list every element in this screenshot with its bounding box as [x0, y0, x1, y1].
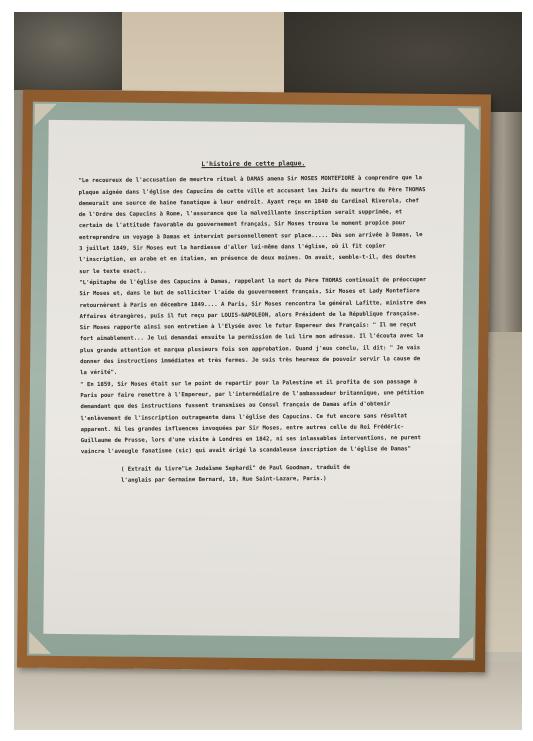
background-ground [14, 662, 522, 730]
document-text [78, 157, 431, 487]
frame-mat [27, 102, 481, 661]
photograph [14, 12, 522, 730]
photo-corner-bottom-right [451, 636, 473, 658]
photo-corner-bottom-left [29, 632, 51, 654]
document-title: L'histoire de cette plaque. [201, 159, 306, 169]
document-body [78, 173, 430, 458]
typed-document [43, 120, 464, 638]
document-citation: ( Extrait du livre"Le Judaïsme Sephardi" de Paul Goodman, traduit de l'anglais par Germaine Bernard, 10, Rue Saint-Lazare, Paris.) [120, 464, 351, 484]
document-paragraph: " En 1859, Sir Moses était sur le point de repartir pour la Palestine et il profita de son passage à Paris pour faire remettre à l'Empereur, par l'intermédiaire de l'ambassadeur britannique, une pétition demandant que des instructions fussent transmises au Consul français de Damas afin d'obtenir l'enlèvement de l'inscription outrageante dans l'église des Capucins. Ce fut encore sans résultat apparent. Ni les grandes influences invoquées par Sir Moses, entre autres celle du Roi Frédéric-Guillaume de Prusse, lors d'une visite à Londres en 1842, ni ses inlassables interventions, ne purent vaincre l'aveugle fanatisme (sic) qui avait érigé la scandaleuse inscription de l'église de Damas" [80, 378, 424, 456]
document-paragraph: "L'épitaphe de l'église des Capucins à Damas, rappelant la mort du Père THOMAS continuait de préoccuper Sir Moses et, dans le but de solliciter l'aide du gouvernement français, Sir Moses et Lady Montefiore retournèrent à Paris en décembre 1849.... A Paris, Sir Moses rencontra le général Lafitte, ministre des Affaires étrangères, puis il fut reçu par LOUIS-NAPOLEON, alors Président de la République française. Sir Moses rapporte ainsi son entretien à l'Elysée avec le futur Empereur des Français: " Il me reçut fort aimablement... Je lui demandai ensuite la permission de lui lire mon adresse. Il l'écouta avec la plus grande attention et marqua plusieurs fois son approbation. Quand j'eus conclu, il dit: " Je vais donner des instructions immédiates et très fermes. Je suis très heureux de pouvoir servir la cause de la vérité". [79, 277, 427, 377]
picture-frame [17, 90, 491, 673]
document-paragraph: "Le recoureux de l'accusation de meurtre rituel à DAMAS amena Sir MOSES MONTEFIORE à comprendre que la plaque aignée dans l'église des Capucins de cette ville et accusant les Juifs du meurtre du Père THOMAS demeurait une source de haine fanatique à leur endroit. Ayant reçu en 1840 du Cardinal Riverola, chef de l'Ordre des Capucins à Rome, l'assurance que la malveillante inscription serait supprimée, et certain de l'attitude favorable du gouvernement français, Sir Moses trouva le moment propice pour entreprendre un voyage à Damas et intervint personnellement sur place..... Dès son arrivée à Damas, le 3 juillet 1849, Sir Moses eut la hardiesse d'aller lui-même dans l'église, où il fit copier l'inscription, en arabe et en italien, en présence de deux moines. On avait, semble-t-il, des doutes sur le texte exact.. [78, 175, 426, 275]
background-stone-dark-left [14, 12, 132, 90]
